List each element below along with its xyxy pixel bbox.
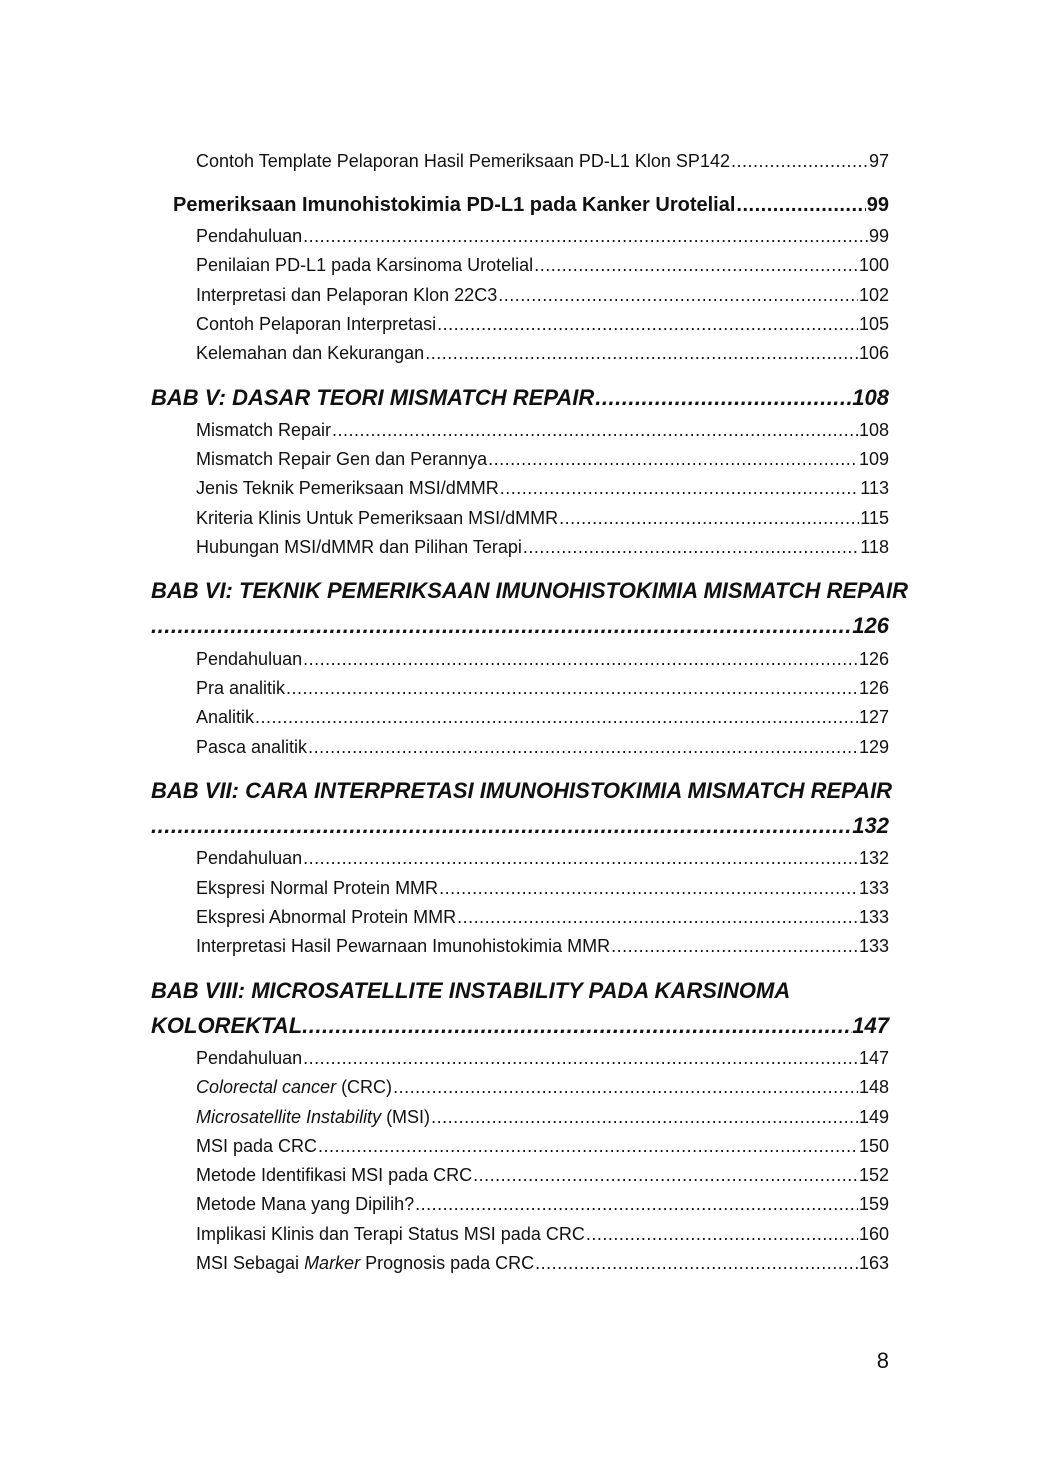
dot-leader: [488, 449, 858, 470]
toc-entry: [196, 1048, 889, 1069]
toc-entry: [196, 343, 889, 364]
dot-leader: [586, 1224, 858, 1245]
toc-chapter-title: BAB VIII: MICROSATELLITE INSTABILITY PADA KARSINOMA: [151, 978, 791, 1003]
toc-entry: [196, 1253, 889, 1274]
toc-chapter-entry: [151, 813, 889, 839]
title-pre: MSI Sebagai: [196, 1253, 305, 1273]
toc-entry-page: 133: [858, 907, 889, 927]
dot-leader: [303, 649, 858, 670]
toc-entry: [196, 285, 889, 306]
toc-entry-title: Pasca analitik: [196, 737, 308, 757]
toc-entry-title: Interpretasi dan Pelaporan Klon 22C3: [196, 285, 498, 305]
dot-leader: [318, 1136, 858, 1157]
toc-entry-page: 132: [852, 813, 889, 838]
toc-entry: [196, 848, 889, 869]
toc-entry-page: 109: [858, 449, 889, 469]
toc-entry-title: Pendahuluan: [196, 226, 303, 246]
toc-entry-title: Kelemahan dan Kekurangan: [196, 343, 425, 363]
toc-entry: [196, 707, 889, 728]
toc-entry: [196, 936, 889, 957]
dot-leader: [151, 813, 852, 839]
toc-entry-title: Metode Mana yang Dipilih?: [196, 1194, 415, 1214]
toc-entry: [196, 478, 889, 499]
toc-entry-title: Contoh Pelaporan Interpretasi: [196, 314, 437, 334]
toc-entry-page: 105: [858, 314, 889, 334]
toc-entry-page: 100: [858, 255, 889, 275]
toc-entry: [196, 1136, 889, 1157]
dot-leader: [332, 420, 858, 441]
dot-leader: [595, 385, 851, 411]
dot-leader: [425, 343, 858, 364]
dot-leader: [255, 707, 858, 728]
dot-leader: [437, 314, 858, 335]
toc-entry-title: MSI pada CRC: [196, 1136, 318, 1156]
toc-entry-title: Penilaian PD-L1 pada Karsinoma Urotelial: [196, 255, 534, 275]
toc-entry-title: Jenis Teknik Pemeriksaan MSI/dMMR: [196, 478, 499, 498]
toc-entry-title: Kriteria Klinis Untuk Pemeriksaan MSI/dMMR: [196, 508, 559, 528]
dot-leader: [393, 1077, 858, 1098]
toc-entry-title: Pendahuluan: [196, 649, 303, 669]
toc-chapter-title: BAB VII: CARA INTERPRETASI IMUNOHISTOKIMIA MISMATCH REPAIR: [151, 778, 893, 803]
toc-entry: [196, 420, 889, 441]
toc-entry: [196, 314, 889, 335]
toc-entry: [196, 537, 889, 558]
dot-leader: [500, 478, 860, 499]
toc-entry-title: Mismatch Repair: [196, 420, 332, 440]
toc-entry-page: 126: [858, 678, 889, 698]
dot-leader: [611, 936, 858, 957]
toc-entry-title: Ekspresi Normal Protein MMR: [196, 878, 439, 898]
dot-leader: [535, 1253, 858, 1274]
toc-entry-page: 99: [866, 194, 889, 216]
toc-entry-title: [196, 1253, 534, 1274]
toc-entry-page: 132: [858, 848, 889, 868]
toc-entry-page: 126: [858, 649, 889, 669]
toc-entry: [196, 255, 889, 276]
toc-chapter-entry: [151, 613, 889, 639]
toc-section-entry: [173, 194, 889, 217]
toc-entry: [196, 907, 889, 928]
dot-leader: [457, 907, 858, 928]
toc-entry-page: 118: [860, 537, 889, 557]
toc-entry-page: 150: [858, 1136, 889, 1156]
dot-leader: [439, 878, 858, 899]
toc-entry-page: 126: [852, 613, 889, 638]
toc-entry: [196, 737, 889, 758]
toc-entry-title: Pendahuluan: [196, 1048, 303, 1068]
toc-entry-title: Metode Identifikasi MSI pada CRC: [196, 1165, 473, 1185]
dot-leader: [523, 537, 859, 558]
toc-entry-page: 160: [858, 1224, 889, 1244]
dot-leader: [473, 1165, 858, 1186]
dot-leader: [303, 226, 868, 247]
toc-entry-title: [196, 1107, 430, 1128]
italic-term: Colorectal cancer: [196, 1077, 337, 1097]
toc-entry: [196, 226, 889, 247]
italic-term: Microsatellite Instability: [196, 1107, 382, 1127]
toc-entry-page: 147: [858, 1048, 889, 1068]
toc-entry-page: 129: [858, 737, 889, 757]
toc-entry-page: 106: [858, 343, 889, 363]
toc-entry-page: 147: [852, 1013, 889, 1038]
dot-leader: [415, 1194, 858, 1215]
toc-entry: [196, 508, 889, 529]
dot-leader: [731, 151, 868, 172]
toc-entry-page: 133: [858, 936, 889, 956]
dot-leader: [286, 678, 858, 699]
title-rest: (MSI): [381, 1107, 431, 1127]
toc-entry: [196, 1077, 889, 1098]
toc-chapter-entry: [151, 385, 889, 411]
toc-entry-title: Mismatch Repair Gen dan Perannya: [196, 449, 488, 469]
toc-entry-page: 133: [858, 878, 889, 898]
toc-entry: [196, 1194, 889, 1215]
toc-entry-title: Implikasi Klinis dan Terapi Status MSI pada CRC: [196, 1224, 585, 1244]
title-rest: (CRC): [336, 1077, 393, 1097]
title-rest: Prognosis pada CRC: [360, 1253, 535, 1273]
dot-leader: [302, 1013, 852, 1039]
toc-entry-page: 148: [858, 1077, 889, 1097]
toc-entry: [196, 678, 889, 699]
italic-term: Marker: [304, 1253, 361, 1273]
page-number: 8: [876, 1348, 889, 1373]
toc-entry-page: 152: [858, 1165, 889, 1185]
toc-entry: [196, 1107, 889, 1128]
toc-entry: [196, 449, 889, 470]
toc-entry-page: 163: [858, 1253, 889, 1273]
toc-entry-page: 99: [868, 226, 889, 246]
toc-entry-page: 127: [858, 707, 889, 727]
toc-chapter-title: KOLOREKTAL: [151, 1013, 303, 1038]
toc-entry: [196, 1224, 889, 1245]
dot-leader: [736, 194, 865, 217]
dot-leader: [308, 737, 858, 758]
toc-chapter-entry: [151, 1013, 889, 1039]
toc-entry-title: [196, 1077, 392, 1098]
toc-entry-title: Pemeriksaan Imunohistokimia PD-L1 pada Kanker Urotelial: [173, 194, 736, 216]
dot-leader: [151, 613, 852, 639]
toc-entry-title: Analitik: [196, 707, 255, 727]
toc-entry-title: Contoh Template Pelaporan Hasil Pemeriksaan PD-L1 Klon SP142: [196, 151, 730, 171]
toc-entry: [196, 1165, 889, 1186]
dot-leader: [303, 1048, 858, 1069]
toc-entry-title: Hubungan MSI/dMMR dan Pilihan Terapi: [196, 537, 522, 557]
toc-entry: [196, 649, 889, 670]
toc-entry-page: 108: [852, 385, 889, 410]
toc-entry-title: Pendahuluan: [196, 848, 303, 868]
toc-entry-page: 113: [860, 478, 889, 498]
toc-entry-page: 102: [858, 285, 889, 305]
toc-entry-title: Interpretasi Hasil Pewarnaan Imunohistokimia MMR: [196, 936, 611, 956]
dot-leader: [498, 285, 858, 306]
toc-entry-page: 108: [858, 420, 889, 440]
toc-entry: [196, 878, 889, 899]
toc-entry-page: 97: [868, 151, 889, 171]
toc-chapter-title: BAB VI: TEKNIK PEMERIKSAAN IMUNOHISTOKIMIA MISMATCH REPAIR: [151, 578, 908, 603]
dot-leader: [303, 848, 858, 869]
dot-leader: [534, 255, 858, 276]
toc-entry-page: 115: [860, 508, 889, 528]
toc-entry-page: 159: [858, 1194, 889, 1214]
toc-entry-title: Pra analitik: [196, 678, 286, 698]
dot-leader: [431, 1107, 858, 1128]
toc-entry-page: 149: [858, 1107, 889, 1127]
dot-leader: [559, 508, 859, 529]
toc-entry: [196, 151, 889, 172]
toc-chapter-title: BAB V: DASAR TEORI MISMATCH REPAIR: [151, 385, 595, 410]
toc-entry-title: Ekspresi Abnormal Protein MMR: [196, 907, 457, 927]
